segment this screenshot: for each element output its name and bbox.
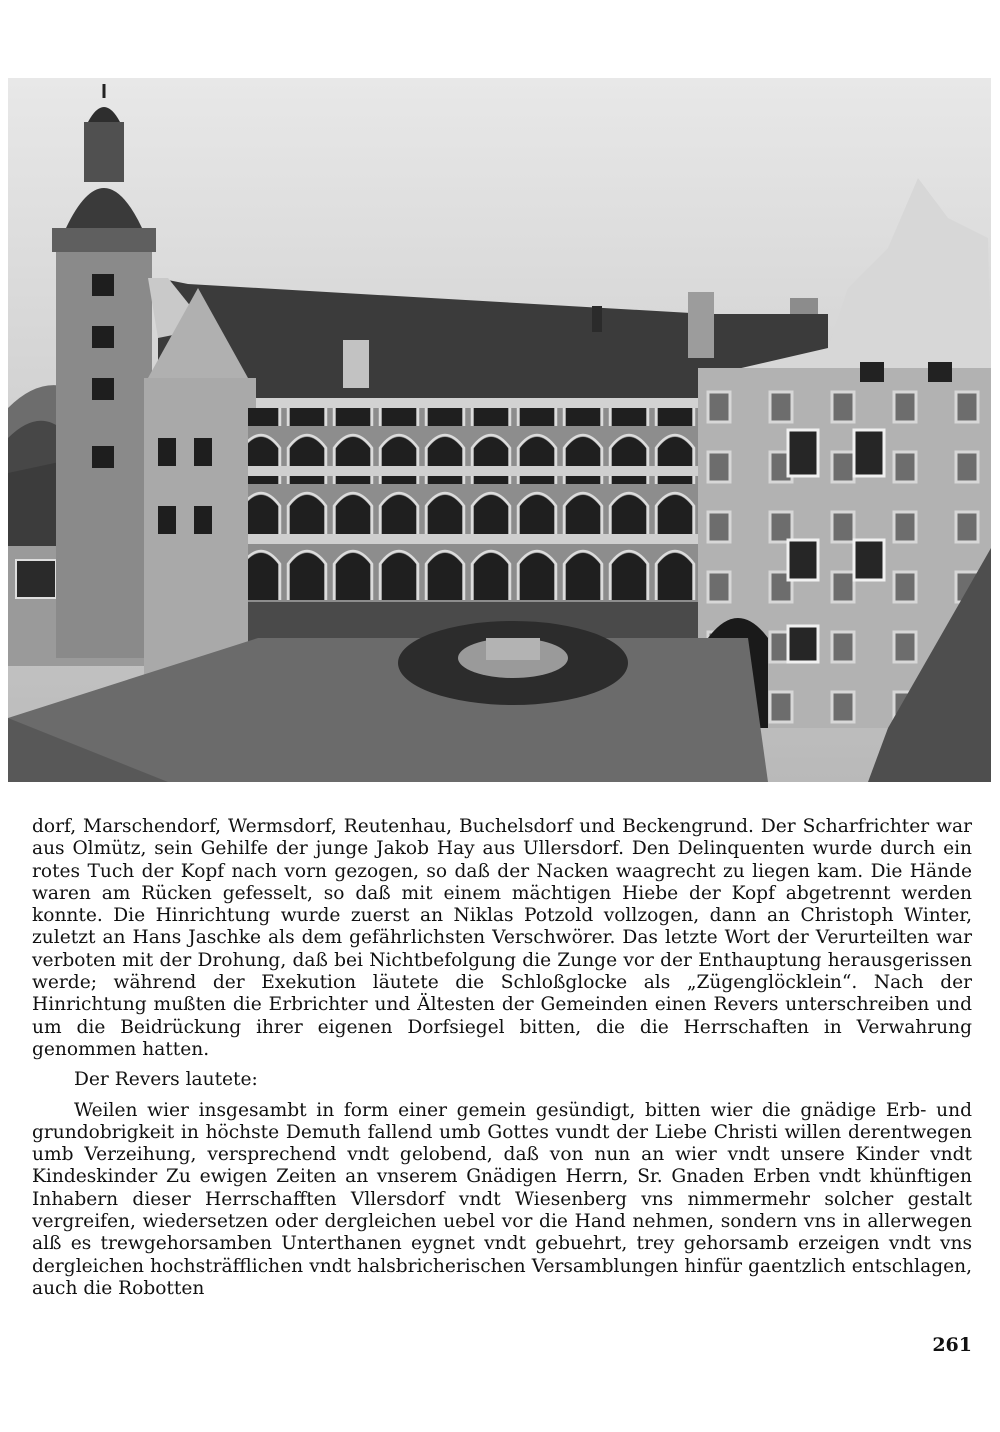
page-number: 261 bbox=[932, 1334, 972, 1356]
paragraph-3: Weilen wier insgesambt in form einer gemein gesündigt, bitten wier die gnädige Erb- und grundobrigkeit in höchste Demuth fallend umb Gottes vundt der Liebe Christi willen derentwegen umb Verzeihung, versprechend vndt gelobend, daß von nun an wier vndt unsere Kinder vndt Kindeskinder Zu ewigen Zeiten an vnserem Gnädigen Herrn, Sr. Gnaden Erben vndt khünftigen Inhabern dieser Herrschafften Vllersdorf vndt Wiesenberg vns nimmermehr solcher gestalt vergreifen, wiedersetzen oder dergleichen uebel vor die Hand nehmen, sondern vns in allerwegen alß es trewgehorsamben Unterthanen eygnet vndt gebuehrt, trey gehorsamb erzeigen vndt vns dergleichen hochsträfflichen vndt halsbricherischen Versamblungen hinfür gaentzlich entschlagen, auch die Robotten bbox=[32, 1099, 972, 1299]
body-text bbox=[32, 816, 972, 1300]
photo-illustration bbox=[8, 78, 991, 782]
castle-courtyard-photo bbox=[8, 78, 991, 782]
paragraph-1: dorf, Marschendorf, Wermsdorf, Reutenhau, Buchelsdorf und Beckengrund. Der Scharfrichter war aus Olmütz, sein Gehilfe der junge Jakob Hay aus Ullersdorf. Den Delinquenten wurde durch ein rotes Tuch der Kopf nach vorn gezogen, so daß der Nacken waagrecht zu liegen kam. Die Hände waren am Rücken gefesselt, so daß mit einem mächtigen Hiebe der Kopf abgetrennt werden konnte. Die Hinrichtung wurde zuerst an Niklas Potzold vollzogen, dann an Christoph Winter, zuletzt an Hans Jaschke als dem gefährlichsten Verschwörer. Das letzte Wort der Verurteilten war verboten mit der Drohung, daß bei Nichtbefolgung die Zunge vor der Enthauptung herausgerissen werde; während der Exekution läutete die Schloßglocke als „Zügenglöcklein“. Nach der Hinrichtung mußten die Erbrichter und Ältesten der Gemeinden einen Revers unterschreiben und um die Beidrückung ihrer eigenen Dorfsiegel bitten, die die Herrschaften in Verwahrung genommen hatten. bbox=[32, 816, 972, 1060]
paragraph-2: Der Revers lautete: bbox=[74, 1069, 258, 1091]
